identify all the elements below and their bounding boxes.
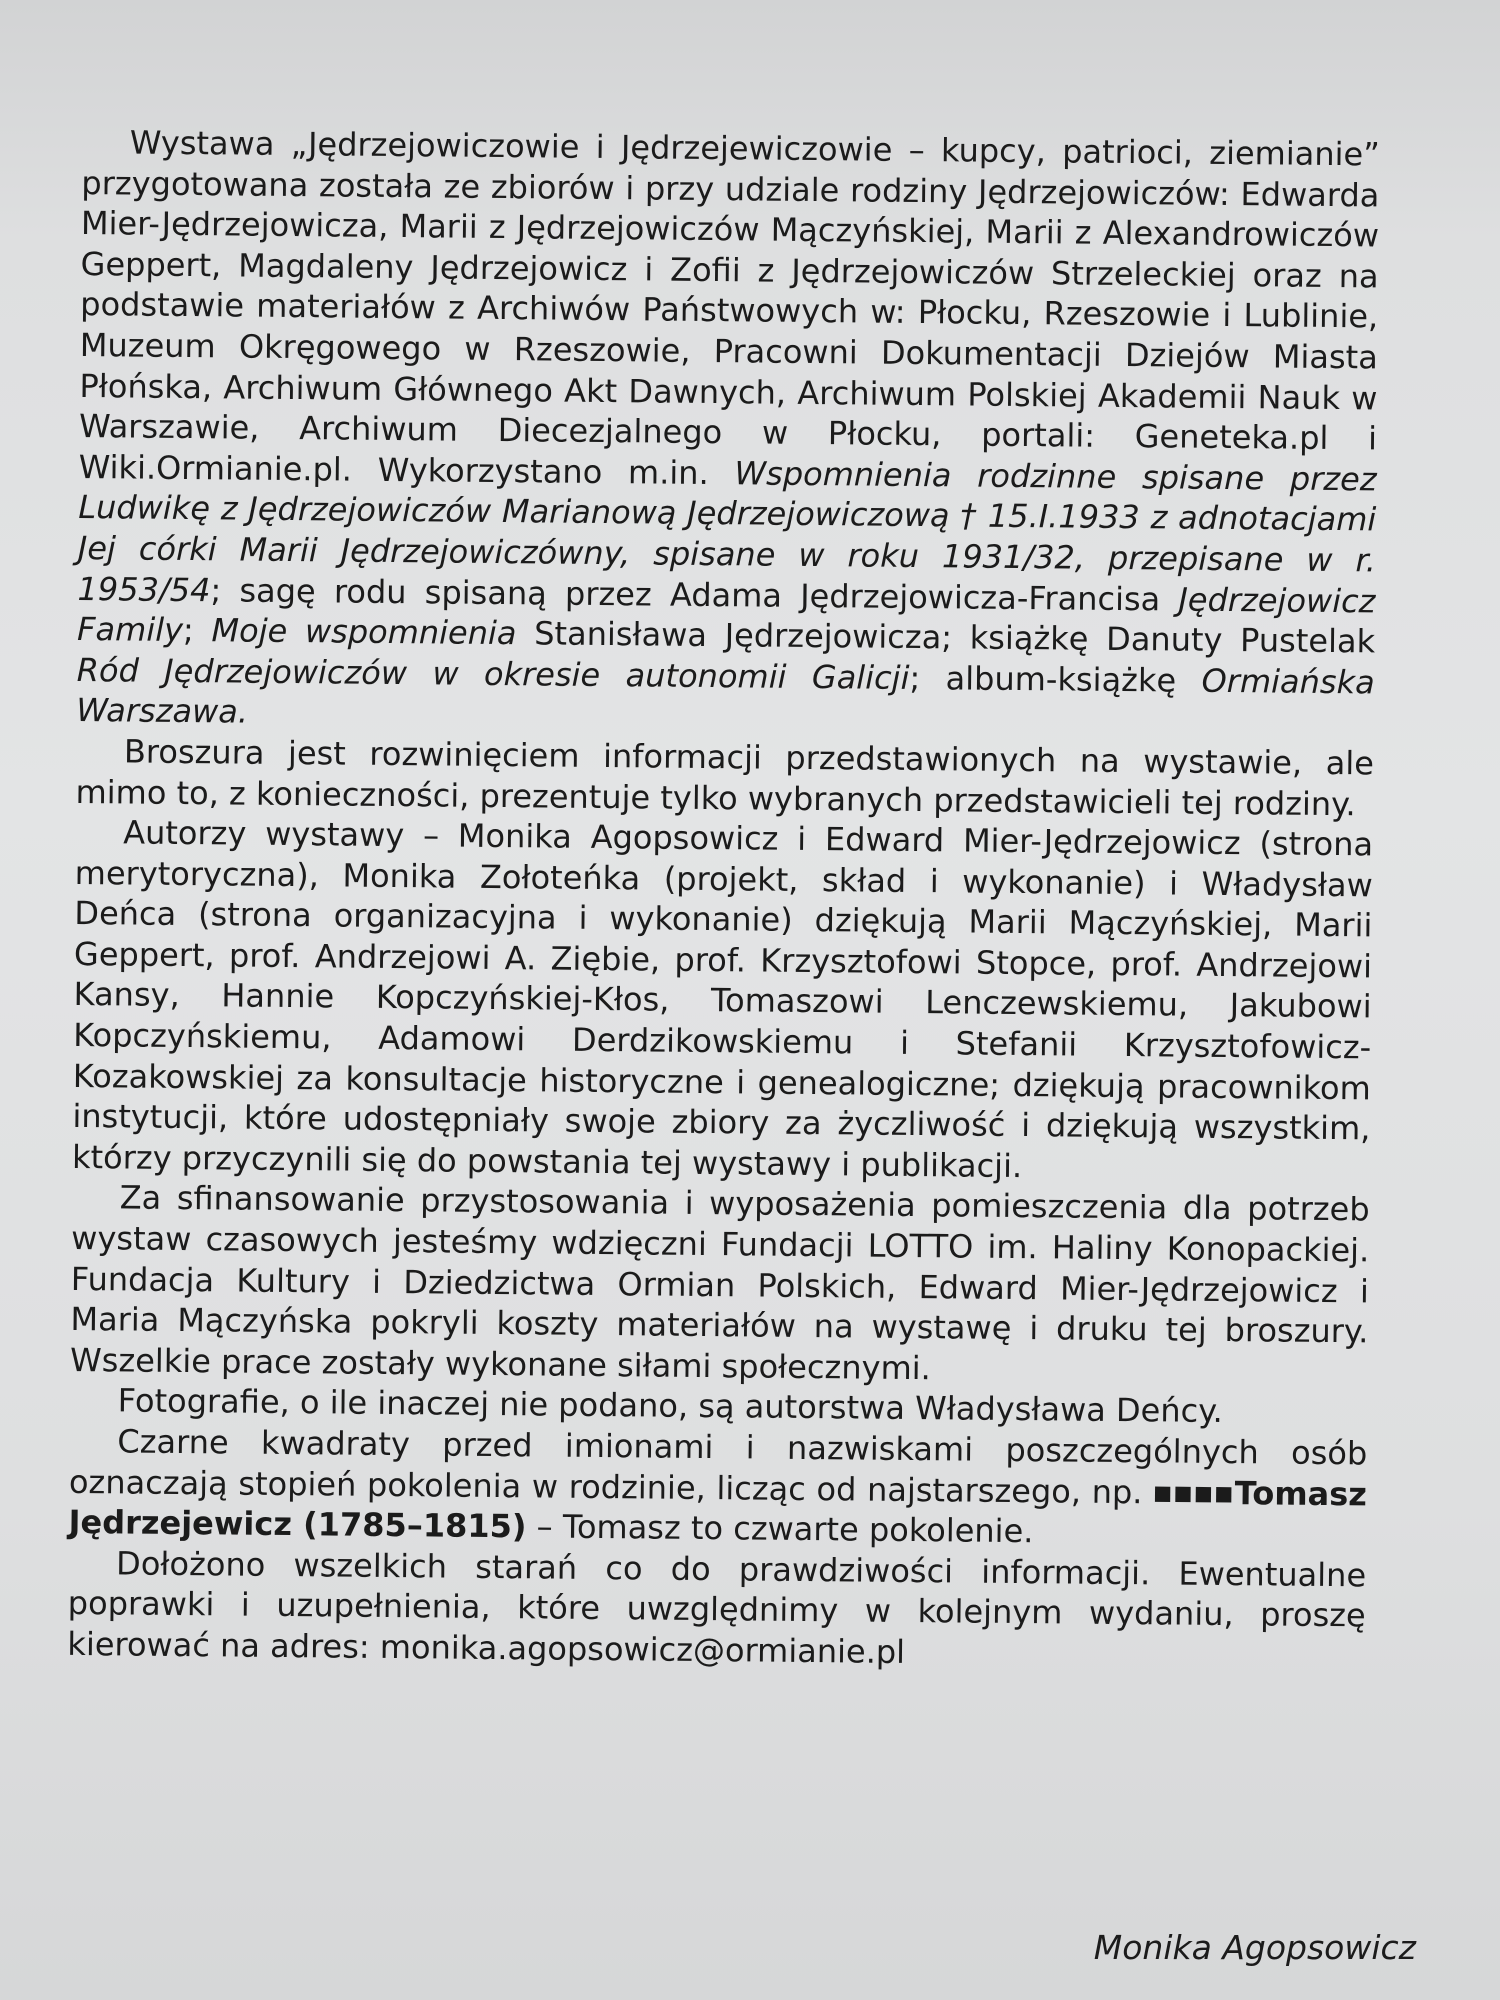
paragraph-authors-thanks: Autorzy wystawy – Monika Agopsowicz i Edward Mier-Jędrzejowicz (strona merytoryczna), Monika Zołoteńka (projekt, skład i wykonanie) i Władysław Deńca (strona organizacyjna i wykonanie) dziękują Marii Mączyńskiej, Marii Geppert, prof. Andrzejowi A. Ziębie, prof. Krzysztofowi Stopce, prof. Andrzejowi Kansy, Hannie Kopczyńskiej-Kłos, Tomaszowi Lenczewskiemu, Jakubowi Kopczyńskiemu, Adamowi Derdzikowskiemu i Stefanii Krzysztofowicz-Kozakowskiej za konsultacje historyczne i genealogiczne; dziękują pracownikom instytucji, które udostępniały swoje zbiory za życzliwość i dziękują wszystkim, którzy przyczynili się do powstania tej wystawy i publikacji. [71, 813, 1374, 1185]
p1-text-2: ; sagę rodu spisaną przez Adama Jędrzejowicza-Francisa [210, 570, 1179, 619]
p1-text-4: Stanisława Jędrzejowicza; książkę Danuty Pustelak [516, 614, 1376, 661]
generation-squares-icon: ■■■■ [1153, 1479, 1235, 1505]
paragraph-brochure: Broszura jest rozwinięciem informacji przedstawionych na wystawie, ale mimo to, z konieczności, prezentuje tylko wybranych przedstawicieli tej rodziny. [75, 732, 1375, 823]
p6-bold-example: Tomasz Jędrzejewicz (1785–1815) [68, 1473, 1368, 1546]
p1-italic-title-4: Ród Jędrzejowiczów w okresie autonomii Galicji [76, 650, 910, 697]
p1-text-5: ; album-książkę [909, 658, 1202, 700]
p6-text-2: – Tomasz to czwarte pokolenie. [526, 1507, 1034, 1551]
p1-italic-title-1: Wspomnienia rodzinne spisane przez Ludwikę z Jędrzejowiczów Marianową Jędrzejowiczową † 15.I.1933 z adnotacjami Jej córki Marii Jędrzejowiczówny, spisane w roku 1931/32, przepisane w r. 1953/54 [77, 454, 1377, 609]
p1-text-3: ; [182, 611, 212, 650]
p1-text-1: Wystawa „Jędrzejowiczowie i Jędrzejewiczowie – kupcy, patrioci, ziemianie” przygotowana została ze zbiorów i przy udziale rodziny Jędrzejowiczów: Edwarda Mier-Jędrzejowicza, Marii z Jędrzejowiczów Mączyńskiej, Marii z Alexandrowiczów Geppert, Magdaleny Jędrzejowicz i Zofii z Jędrzejowiczów Strzeleckiej oraz na podstawie materiałów z Archiwów Państwowych w: Płocku, Rzeszowie i Lublinie, Muzeum Okręgowego w Rzeszowie, Pracowni Dokumentacji Dziejów Miasta Płońska, Archiwum Głównego Akt Dawnych, Archiwum Polskiej Akademii Nauk w Warszawie, Archiwum Diecezjalnego w Płocku, portali: Geneteka.pl i Wiki.Ormianie.pl. Wykorzystano m.in. [78, 123, 1380, 493]
p1-italic-title-3: Moje wspomnienia [211, 611, 517, 653]
author-signature: Monika Agopsowicz [1093, 1928, 1416, 1967]
p1-italic-title-2: Jędrzejowicz Family [76, 580, 1376, 650]
p1-italic-title-5: Ormiańska Warszawa. [76, 661, 1375, 731]
paragraph-photos: Fotografie, o ile inaczej nie podano, są autorstwa Władysława Deńcy. [117, 1381, 1223, 1431]
paragraph-generation-squares [68, 1421, 1367, 1555]
paragraph-exhibition-sources [76, 122, 1380, 743]
page-body [67, 122, 1380, 1677]
paragraph-corrections: Dołożono wszelkich starań co do prawdziwości informacji. Ewentualne poprawki i uzupełnienia, które uwzględnimy w kolejnym wydaniu, proszę kierować na adres: monika.agopsowicz@ormianie.pl [67, 1544, 1367, 1671]
paragraph-funding: Za sfinansowanie przystosowania i wyposażenia pomieszczenia dla potrzeb wystaw czasowych jesteśmy wdzięczni Fundacji LOTTO im. Haliny Konopackiej. Fundacja Kultury i Dziedzictwa Ormian Polskich, Edward Mier-Jędrzejowicz i Maria Mączyńska pokryli koszty materiałów na wystawę i druku tej broszury. Wszelkie prace zostały wykonane siłami społecznymi. [69, 1178, 1370, 1388]
p6-text-1: Czarne kwadraty przed imionami i nazwiskami poszczególnych osób oznaczają stopień pokolenia w rodzinie, licząc od najstarszego, np. [68, 1422, 1368, 1511]
